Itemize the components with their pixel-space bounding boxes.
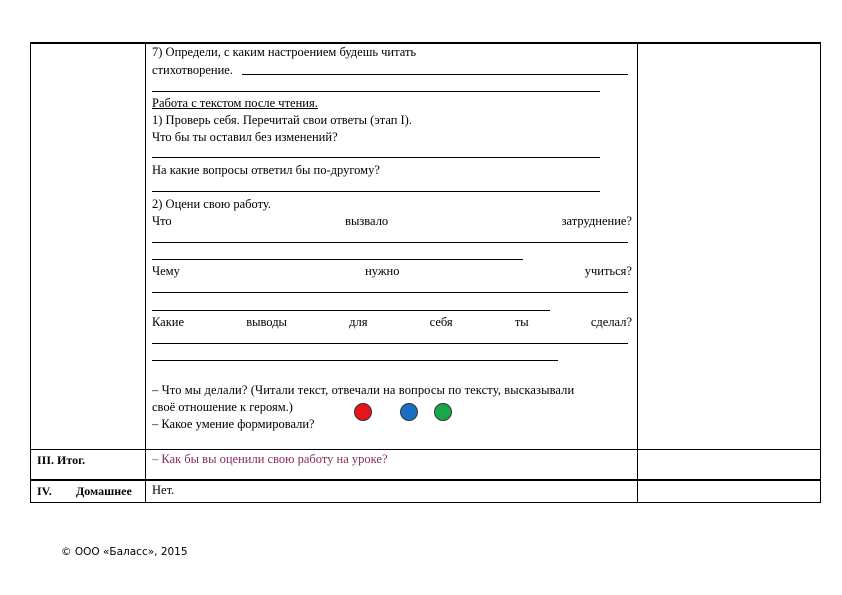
row-label-itog: III. Итог.	[37, 453, 86, 467]
summary-line-2: своё отношение к героям.)	[152, 400, 293, 414]
answer-differently-question: На какие вопросы ответил бы по-другому?	[152, 163, 380, 177]
row-label-homework-num: IV.	[37, 484, 52, 498]
green-circle	[434, 403, 452, 421]
question-word: для	[349, 315, 368, 329]
answer-line	[152, 310, 550, 311]
question-word: себя	[429, 315, 453, 329]
question-word: учиться?	[584, 264, 632, 278]
table-bottom-border	[30, 502, 820, 503]
row-label-homework-text: Домашнее	[76, 484, 132, 498]
answer-line	[152, 242, 628, 243]
col-border-1	[145, 42, 146, 503]
question-word: Что	[152, 214, 172, 228]
section-heading: Работа с текстом после чтения.	[152, 96, 318, 110]
answer-line	[242, 74, 628, 75]
answer-line	[152, 259, 523, 260]
summary-line-1: – Что мы делали? (Читали текст, отвечали на вопросы по тексту, высказывали	[152, 383, 575, 397]
answer-line	[152, 91, 600, 92]
question-word: Чему	[152, 264, 180, 278]
col-border-left	[30, 42, 31, 503]
col-border-2	[637, 42, 638, 503]
question-word: вызвало	[345, 214, 389, 228]
row-divider-itog	[30, 449, 820, 450]
red-circle	[354, 403, 372, 421]
blue-circle	[400, 403, 418, 421]
summary-line-3: – Какое умение формировали?	[152, 417, 315, 431]
what-leave-question: Что бы ты оставил без изменений?	[152, 130, 338, 144]
check-self-text: 1) Проверь себя. Перечитай свои ответы (этап I).	[152, 113, 412, 127]
row-text-homework: Нет.	[152, 483, 175, 497]
answer-line	[152, 157, 600, 158]
question-learn	[152, 263, 632, 279]
question-difficulty	[152, 213, 632, 229]
question-conclusions	[152, 314, 632, 330]
step7-line1: 7) Определи, с каким настроением будешь читать	[152, 45, 417, 59]
evaluate-text: 2) Оцени свою работу.	[152, 197, 272, 211]
answer-line	[152, 360, 558, 361]
table-top-border	[30, 42, 820, 44]
question-word: нужно	[365, 264, 400, 278]
footer-copyright: © ООО «Баласс», 2015	[61, 546, 188, 558]
question-word: затруднение?	[561, 214, 632, 228]
question-word: выводы	[246, 315, 287, 329]
question-word: ты	[514, 315, 529, 329]
step7-line2: стихотворение.	[152, 63, 233, 77]
answer-line	[152, 191, 600, 192]
col-border-right	[820, 42, 821, 503]
answer-line	[152, 343, 628, 344]
row-divider-itog-bottom	[30, 479, 820, 481]
question-word: сделал?	[590, 315, 632, 329]
row-text-itog: – Как бы вы оценили свою работу на уроке?	[152, 452, 388, 466]
answer-line	[152, 292, 628, 293]
question-word: Какие	[152, 315, 185, 329]
